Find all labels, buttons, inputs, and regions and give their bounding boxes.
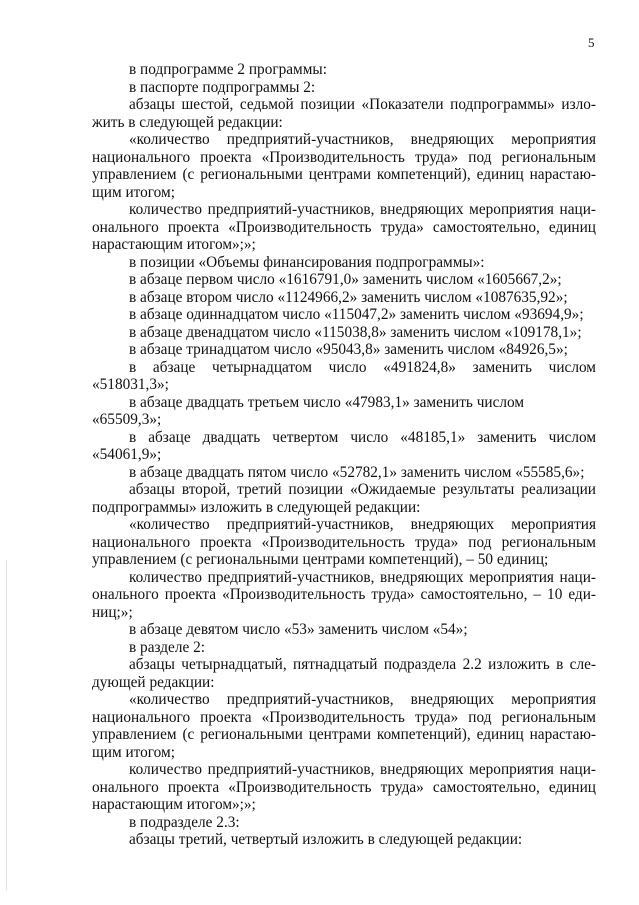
text-line: щим итогом;: [92, 743, 175, 761]
text-line: количество предприятий-участников, внедряющих мероприятия наци-: [129, 761, 596, 778]
scan-edge-line: [6, 560, 7, 890]
text-line: в абзаце четырнадцатом число «491824,8» заменить числом: [129, 358, 596, 376]
text-line: нарастающим итогом»;»;: [92, 236, 256, 253]
text-line: национального проекта «Производительность труда» под региональным: [92, 708, 596, 726]
text-line: абзацы шестой, седьмой позиции «Показатели подпрограммы» изло-: [129, 96, 596, 113]
page-number: 5: [588, 35, 595, 50]
text-line: в абзаце тринадцатом число «95043,8» заменить числом «84926,5»;: [129, 341, 568, 358]
text-line: в позиции «Объемы финансирования подпрограммы»:: [129, 253, 485, 271]
text-line: ниц;»;: [92, 603, 133, 621]
text-line: онального проекта «Производительность труда» самостоятельно, – 10 еди-: [92, 586, 596, 603]
text-line: в разделе 2:: [129, 638, 205, 656]
text-line: «54061,9»;: [92, 446, 162, 463]
text-line: в абзаце втором число «1124966,2» заменить числом «1087635,92»;: [129, 288, 568, 306]
text-line: онального проекта «Производительность труда» самостоятельно, единиц: [92, 778, 596, 796]
text-line: абзацы четырнадцатый, пятнадцатый подраздела 2.2 изложить в сле-: [129, 656, 596, 673]
text-line: нарастающим итогом»;»;: [92, 796, 256, 813]
text-line: дующей редакции:: [92, 673, 215, 691]
text-line: онального проекта «Производительность труда» самостоятельно, единиц: [92, 218, 596, 236]
text-line: в абзаце двадцать четвертом число «48185,1» заменить числом: [129, 428, 596, 446]
document-body: [92, 61, 596, 849]
text-line: в абзаце одиннадцатом число «115047,2» заменить числом «93694,9»;: [129, 306, 584, 323]
text-line: в подпрограмме 2 программы:: [129, 61, 327, 78]
text-line: в абзаце первом число «1616791,0» заменить числом «1605667,2»;: [129, 271, 562, 288]
text-line: в абзаце двенадцатом число «115038,8» заменить числом «109178,1»;: [129, 323, 582, 341]
text-line: «количество предприятий-участников, внедряющих мероприятия: [129, 516, 596, 533]
text-line: в подразделе 2.3:: [129, 813, 240, 831]
text-line: управлением (с региональными центрами компетенций), единиц нарастаю-: [92, 726, 596, 743]
text-line: в паспорте подпрограммы 2:: [129, 78, 316, 96]
text-line: абзацы третий, четвертый изложить в следующей редакции:: [129, 831, 523, 848]
text-line: «количество предприятий-участников, внедряющих мероприятия: [129, 691, 596, 708]
text-line: жить в следующей редакции:: [92, 113, 283, 131]
text-line: национального проекта «Производительность труда» под региональным: [92, 148, 596, 166]
text-line: в абзаце девятом число «53» заменить числом «54»;: [129, 621, 468, 638]
text-line: «518031,3»;: [92, 376, 169, 393]
text-line: в абзаце двадцать пятом число «52782,1» заменить числом «55585,6»;: [129, 463, 585, 481]
text-line: управлением (с региональными центрами компетенций), – 50 единиц;: [92, 551, 549, 568]
text-line: национального проекта «Производительность труда» под региональным: [92, 533, 596, 551]
text-line: щим итогом;: [92, 183, 175, 201]
text-line: в абзаце двадцать третьем число «47983,1» заменить числом «65509,3»;: [92, 393, 525, 428]
text-line: управлением (с региональными центрами компетенций), единиц нарастаю-: [92, 166, 596, 183]
text-line: подпрограммы» изложить в следующей редакции:: [92, 498, 421, 516]
text-line: количество предприятий-участников, внедряющих мероприятия наци-: [129, 568, 596, 586]
text-line: абзацы второй, третий позиции «Ожидаемые результаты реализации: [129, 481, 596, 498]
text-line: «количество предприятий-участников, внедряющих мероприятия: [129, 131, 596, 148]
text-line: количество предприятий-участников, внедряющих мероприятия наци-: [129, 201, 596, 218]
